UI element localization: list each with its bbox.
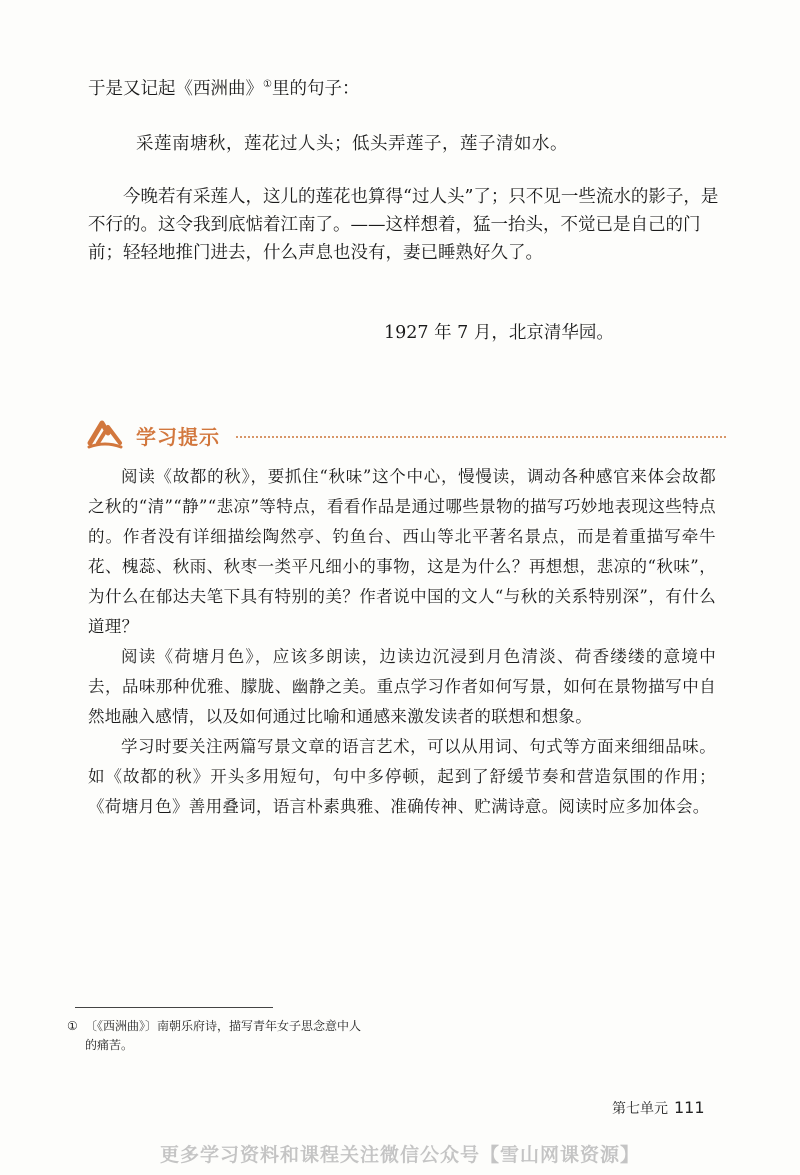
footnote-marker[interactable]: ① xyxy=(263,79,272,91)
study-tips-title: 学习提示 xyxy=(136,425,220,449)
study-tips-body xyxy=(88,462,716,822)
footnote-divider xyxy=(75,1007,273,1008)
study-tips-header xyxy=(86,415,726,455)
tips-paragraph: 阅读《故都的秋》，要抓住“秋味”这个中心，慢慢读，调动各种感官来体会故都之秋的“清”“静”“悲凉”等特点，看看作品是通过哪些景物的描写巧妙地表现这些特点的。作者没有详细描绘陶然亭、钓鱼台、西山等北平著名景点，而是着重描写牵牛花、槐蕊、秋雨、秋枣一类平凡细小的事物，这是为什么？再想想，悲凉的“秋味”，为什么在郁达夫笔下具有特别的美？作者说中国的文人“与秋的关系特别深”，有什么道理？ xyxy=(88,467,716,636)
study-tips-logo-icon xyxy=(86,415,124,451)
intro-text-after: 里的句子： xyxy=(271,79,360,99)
tips-paragraph: 阅读《荷塘月色》，应该多朗读，边读边沉浸到月色清淡、荷香缕缕的意境中去，品味那种优雅、朦胧、幽静之美。重点学习作者如何写景，如何在景物描写中自然地融入感情，以及如何通过比喻和通感来激发读者的联想和想象。 xyxy=(88,647,716,726)
page-footer xyxy=(612,1098,705,1118)
intro-text-before: 于是又记起《西洲曲》 xyxy=(88,79,263,99)
footnote-text-line2: 的痛苦。 xyxy=(85,1038,134,1052)
watermark-text: 更多学习资料和课程关注微信公众号【雪山网课资源】 xyxy=(159,1144,640,1166)
poem-quote: 采莲南塘秋，莲花过人头；低头弄莲子，莲子清如水。 xyxy=(136,134,568,154)
page-number: 111 xyxy=(674,1098,705,1117)
header-dotted-divider xyxy=(236,436,726,438)
closing-paragraph: 今晚若有采莲人，这儿的莲花也算得“过人头”了；只不见一些流水的影子，是不行的。这令我到底惦着江南了。——这样想着，猛一抬头，不觉已是自己的门前；轻轻地推门进去，什么声息也没有，妻已睡熟好久了。 xyxy=(88,187,719,263)
tips-paragraph: 学习时要关注两篇写景文章的语言艺术，可以从用词、句式等方面来细细品味。如《故都的秋》开头多用短句，句中多停顿，起到了舒缓节奏和营造氛围的作用；《荷塘月色》善用叠词，语言朴素典雅、准确传神、贮满诗意。阅读时应多加体会。 xyxy=(88,737,716,816)
unit-label: 第七单元 xyxy=(612,1101,668,1117)
intro-line xyxy=(88,75,728,103)
footnote-number: ① xyxy=(67,1019,78,1033)
date-signature: 1927 年 7 月，北京清华园。 xyxy=(384,323,614,343)
footnote xyxy=(67,1017,397,1055)
footnote-text-line1: 〔《西洲曲》〕南朝乐府诗，描写青年女子思念意中人 xyxy=(85,1019,362,1033)
